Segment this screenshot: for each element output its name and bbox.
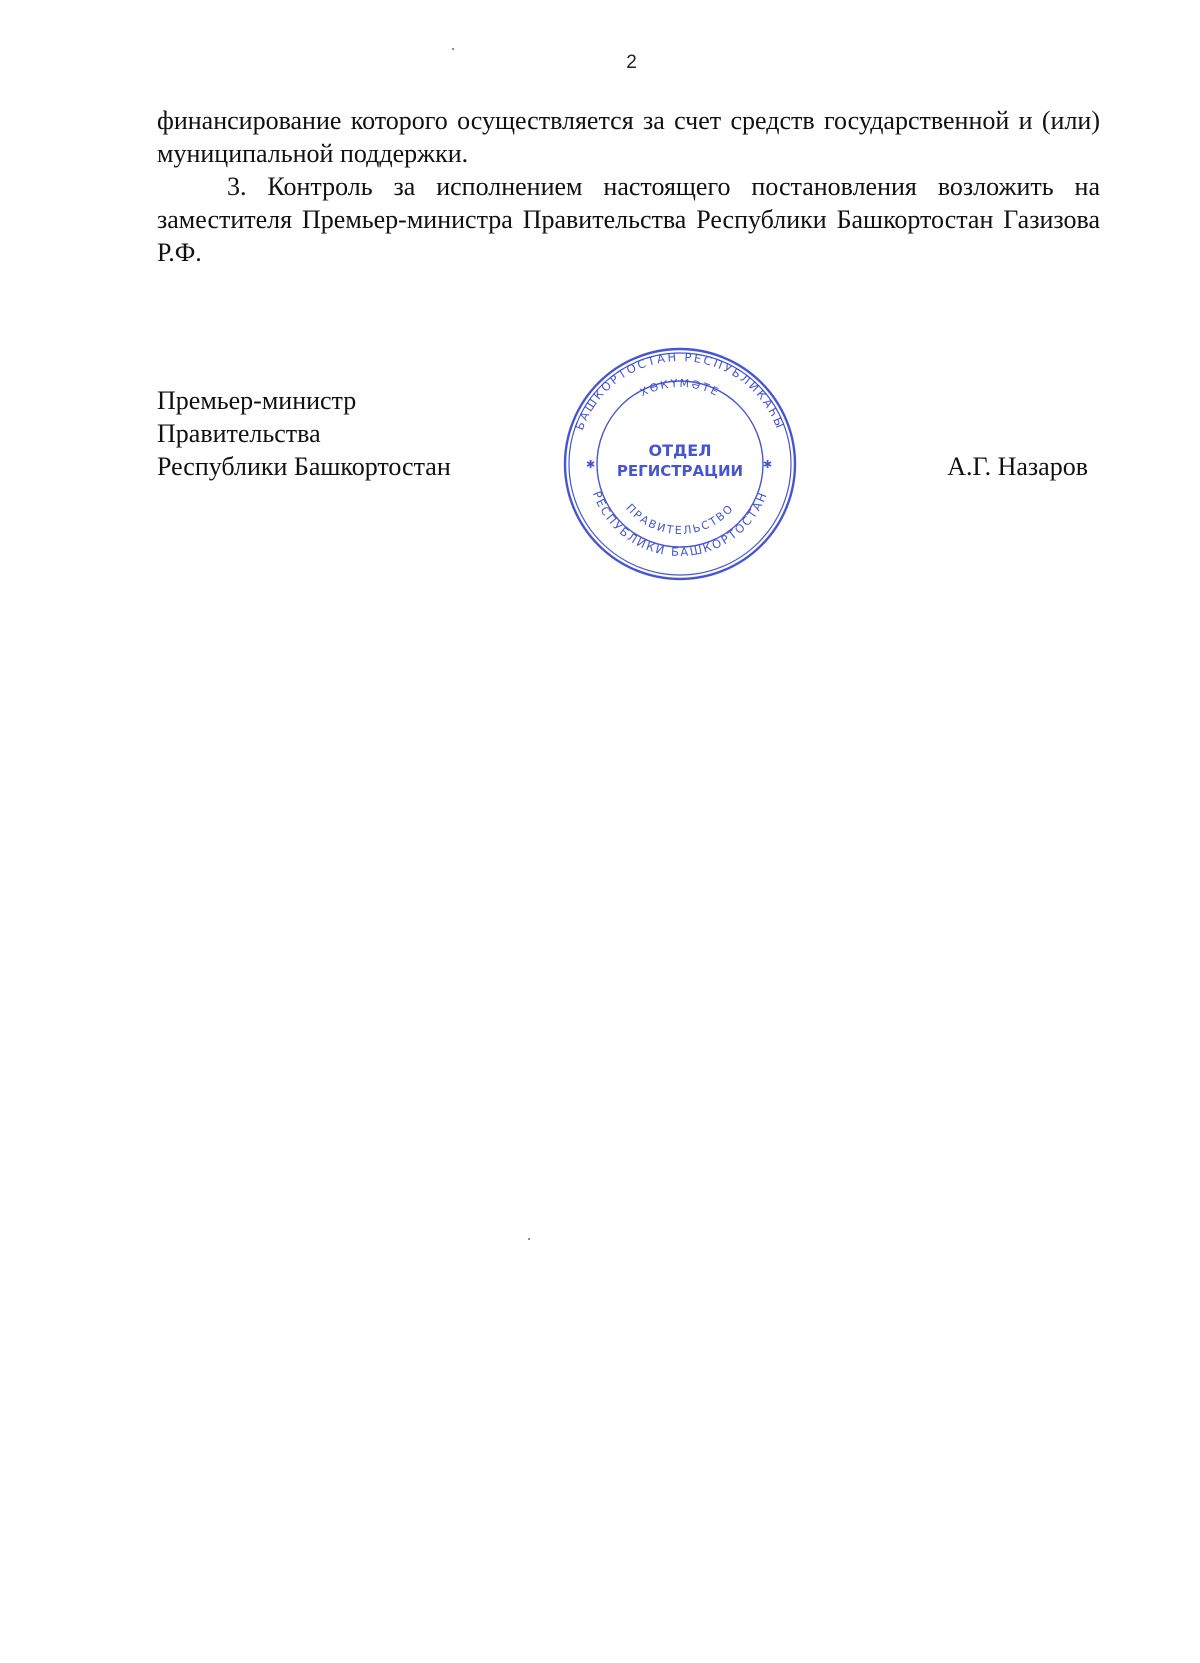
scan-speck <box>528 1238 530 1240</box>
stamp-outer-ring-bottom: РЕСПУБЛИКИ БАШКОРТОСТАН <box>589 489 771 560</box>
svg-text:БАШКОРТОСТАН РЕСПУБЛИКАҺЫ <box>572 350 788 432</box>
star-icon: ✱ <box>586 458 596 471</box>
stamp-center-line: ОТДЕЛ <box>648 441 712 460</box>
svg-text:ПРАВИТЕЛЬСТВО <box>623 501 736 537</box>
star-icon: ✱ <box>763 458 773 471</box>
signatory-title-line: Правительства <box>157 419 321 448</box>
stamp-inner-ring-top: ХӨКҮМӘТЕ <box>637 376 723 400</box>
body-text <box>157 104 1100 269</box>
stamp-inner-ring-bottom: ПРАВИТЕЛЬСТВО <box>623 501 737 538</box>
signatory-title-line: Республики Башкортостан <box>157 452 451 481</box>
svg-text:ХӨКҮМӘТЕ <box>638 377 722 400</box>
stamp-outer-ring-text: БАШКОРТОСТАН РЕСПУБЛИКАҺЫ <box>572 349 788 432</box>
scan-speck <box>452 48 454 50</box>
page-number: 2 <box>626 52 637 73</box>
official-stamp <box>560 344 800 584</box>
signatory-title-line: Премьер-министр <box>157 386 357 415</box>
signatory-name: А.Г. Назаров <box>947 452 1088 481</box>
stamp-seal-icon <box>560 344 800 584</box>
paragraph-control: 3. Контроль за исполнением настоящего постановления возложить на заместителя Премьер-министра Правительства Республики Башкортостан Газизова Р.Ф. <box>157 172 1100 267</box>
paragraph-financing: финансирование которого осуществляется за счет средств государственной и (или) муниципальной поддержки. <box>157 106 1100 168</box>
signatory-title <box>157 384 451 483</box>
stamp-center-line: РЕГИСТРАЦИИ <box>616 462 744 480</box>
